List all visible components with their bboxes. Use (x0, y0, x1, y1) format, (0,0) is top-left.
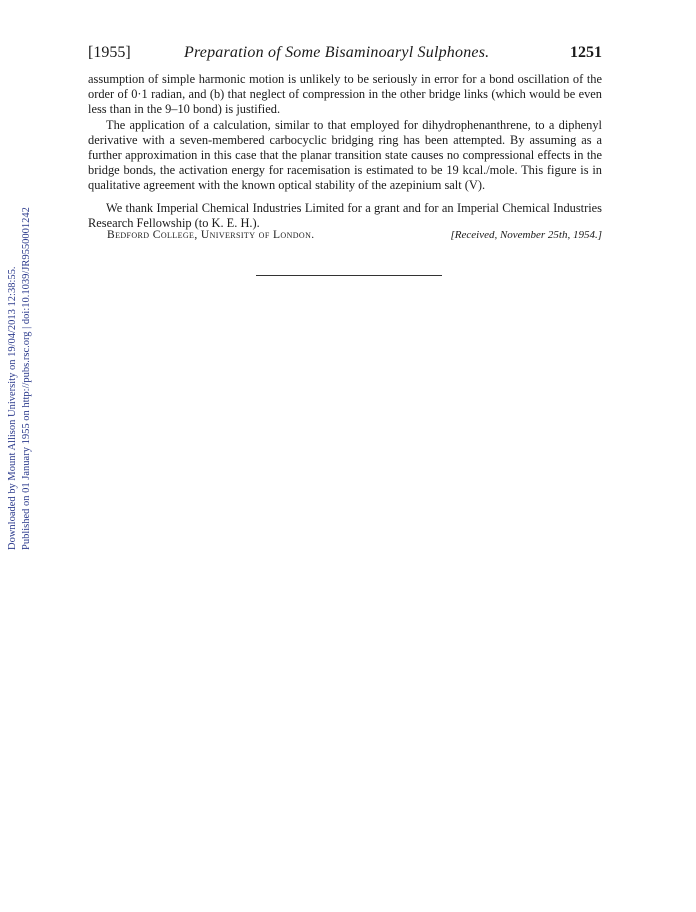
download-watermark (6, 180, 40, 550)
running-title: Preparation of Some Bisaminoaryl Sulphones. (184, 44, 490, 61)
page-number: 1251 (570, 44, 602, 61)
article-footer (107, 229, 602, 245)
article-body (88, 72, 602, 231)
affiliation: Bedford College, University of London. (107, 229, 315, 241)
paragraph-calculation: The application of a calculation, similar to that employed for dihydrophenanthrene, to a diphenyl derivative with a seven-membered carbocyclic bridging ring has been attempted. By assuming as a further approximation in this case that the planar transition state causes no compressional effects in the bridge bonds, the activation energy for racemisation is estimated to be 19 kcal./mole. This figure is in qualitative agreement with the known optical stability of the azepinium salt (V). (88, 117, 602, 193)
paragraph-continued: assumption of simple harmonic motion is unlikely to be seriously in error for a bond oscillation of the order of 0·1 radian, and (b) that neglect of compression in the other bridge links (which would be even less than in the 9–10 bond) is justified. (88, 72, 602, 117)
publication-notice: Published on 01 January 1955 on http://pubs.rsc.org | doi:10.1039/JR9550001242 (21, 207, 32, 550)
running-header (88, 44, 602, 66)
end-rule (256, 275, 442, 276)
received-date: [Received, November 25th, 1954.] (450, 229, 602, 241)
download-notice: Downloaded by Mount Allison University on 19/04/2013 12:38:55. (7, 266, 18, 550)
acknowledgement: We thank Imperial Chemical Industries Limited for a grant and for an Imperial Chemical Industries Research Fellowship (to K. E. H.). (88, 200, 602, 230)
header-year: [1955] (88, 44, 131, 61)
